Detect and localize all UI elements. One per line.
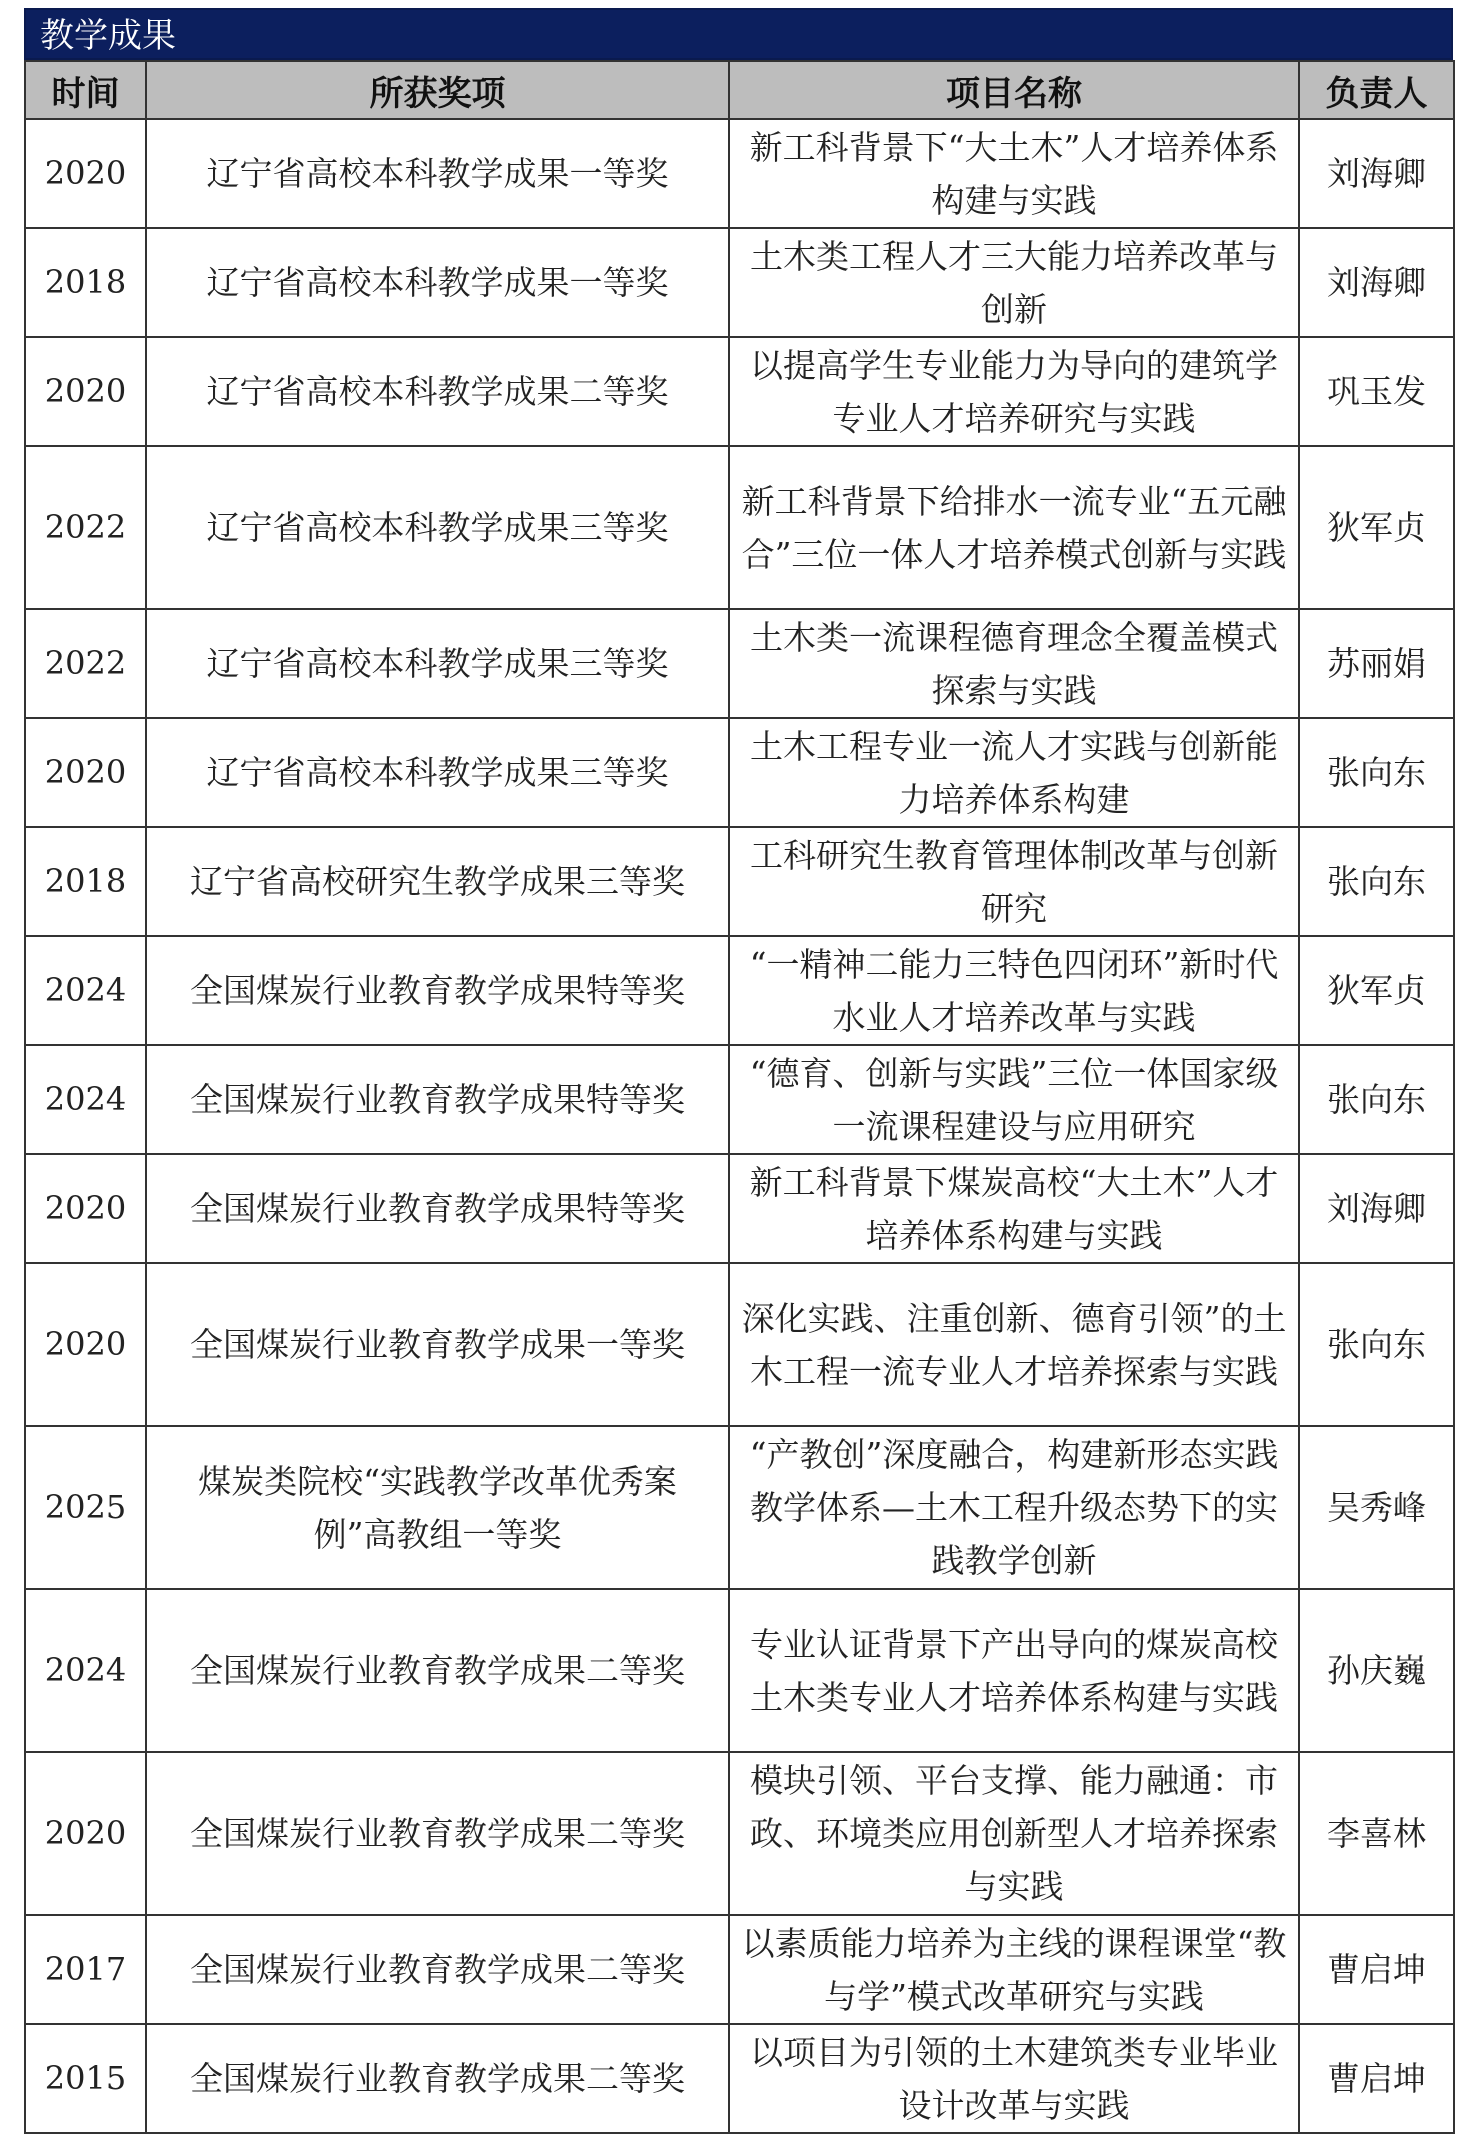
cell-leader: 狄军贞	[1299, 446, 1454, 609]
achievements-table	[24, 60, 1455, 2134]
cell-project: 专业认证背景下产出导向的煤炭高校土木类专业人才培养体系构建与实践	[729, 1589, 1299, 1752]
cell-year: 2022	[25, 446, 146, 609]
cell-leader: 苏丽娟	[1299, 609, 1454, 718]
table-row	[25, 1045, 1454, 1154]
table-row	[25, 827, 1454, 936]
cell-award: 全国煤炭行业教育教学成果二等奖	[146, 1915, 729, 2024]
table-row	[25, 1426, 1454, 1589]
cell-award: 全国煤炭行业教育教学成果二等奖	[146, 1752, 729, 1915]
header-award: 所获奖项	[146, 61, 729, 119]
cell-leader: 张向东	[1299, 1045, 1454, 1154]
header-leader: 负责人	[1299, 61, 1454, 119]
cell-award: 辽宁省高校本科教学成果二等奖	[146, 337, 729, 446]
cell-award: 辽宁省高校本科教学成果三等奖	[146, 446, 729, 609]
cell-award: 全国煤炭行业教育教学成果二等奖	[146, 1589, 729, 1752]
cell-year: 2020	[25, 1154, 146, 1263]
cell-project: 土木工程专业一流人才实践与创新能力培养体系构建	[729, 718, 1299, 827]
table-row	[25, 609, 1454, 718]
cell-year: 2024	[25, 936, 146, 1045]
table-row	[25, 1154, 1454, 1263]
table-row	[25, 446, 1454, 609]
cell-project: 土木类一流课程德育理念全覆盖模式探索与实践	[729, 609, 1299, 718]
cell-leader: 曹启坤	[1299, 1915, 1454, 2024]
header-year: 时间	[25, 61, 146, 119]
cell-year: 2018	[25, 827, 146, 936]
cell-award: 辽宁省高校研究生教学成果三等奖	[146, 827, 729, 936]
cell-leader: 巩玉发	[1299, 337, 1454, 446]
cell-year: 2020	[25, 119, 146, 228]
cell-leader: 吴秀峰	[1299, 1426, 1454, 1589]
cell-leader: 刘海卿	[1299, 228, 1454, 337]
cell-leader: 张向东	[1299, 1263, 1454, 1426]
cell-year: 2017	[25, 1915, 146, 2024]
table-row	[25, 228, 1454, 337]
cell-leader: 张向东	[1299, 718, 1454, 827]
cell-year: 2015	[25, 2024, 146, 2133]
cell-year: 2018	[25, 228, 146, 337]
table-header-row	[25, 61, 1454, 119]
table-row	[25, 2024, 1454, 2133]
cell-leader: 狄军贞	[1299, 936, 1454, 1045]
cell-project: 以素质能力培养为主线的课程课堂“教与学”模式改革研究与实践	[729, 1915, 1299, 2024]
cell-award: 辽宁省高校本科教学成果三等奖	[146, 609, 729, 718]
cell-project: 新工科背景下“大土木”人才培养体系构建与实践	[729, 119, 1299, 228]
header-project: 项目名称	[729, 61, 1299, 119]
cell-leader: 曹启坤	[1299, 2024, 1454, 2133]
cell-award: 全国煤炭行业教育教学成果特等奖	[146, 936, 729, 1045]
cell-project: 土木类工程人才三大能力培养改革与创新	[729, 228, 1299, 337]
cell-project: 以提高学生专业能力为导向的建筑学专业人才培养研究与实践	[729, 337, 1299, 446]
cell-leader: 刘海卿	[1299, 1154, 1454, 1263]
cell-project: “一精神二能力三特色四闭环”新时代水业人才培养改革与实践	[729, 936, 1299, 1045]
cell-award: 煤炭类院校“实践教学改革优秀案例”高教组一等奖	[146, 1426, 729, 1589]
cell-year: 2020	[25, 1263, 146, 1426]
cell-leader: 刘海卿	[1299, 119, 1454, 228]
cell-award: 全国煤炭行业教育教学成果一等奖	[146, 1263, 729, 1426]
cell-award: 辽宁省高校本科教学成果一等奖	[146, 119, 729, 228]
section-title: 教学成果	[24, 8, 1453, 60]
cell-award: 辽宁省高校本科教学成果一等奖	[146, 228, 729, 337]
cell-year: 2020	[25, 1752, 146, 1915]
cell-leader: 李喜林	[1299, 1752, 1454, 1915]
cell-year: 2024	[25, 1045, 146, 1154]
cell-award: 全国煤炭行业教育教学成果特等奖	[146, 1045, 729, 1154]
table-row	[25, 718, 1454, 827]
cell-year: 2024	[25, 1589, 146, 1752]
table-row	[25, 1915, 1454, 2024]
cell-leader: 张向东	[1299, 827, 1454, 936]
cell-year: 2022	[25, 609, 146, 718]
cell-project: 以项目为引领的土木建筑类专业毕业设计改革与实践	[729, 2024, 1299, 2133]
cell-project: 工科研究生教育管理体制改革与创新研究	[729, 827, 1299, 936]
cell-project: 新工科背景下煤炭高校“大土木”人才培养体系构建与实践	[729, 1154, 1299, 1263]
table-row	[25, 1263, 1454, 1426]
cell-year: 2020	[25, 718, 146, 827]
teaching-achievements-sheet	[24, 8, 1453, 2134]
cell-project: 深化实践、注重创新、德育引领”的土木工程一流专业人才培养探索与实践	[729, 1263, 1299, 1426]
table-row	[25, 1589, 1454, 1752]
cell-project: 新工科背景下给排水一流专业“五元融合”三位一体人才培养模式创新与实践	[729, 446, 1299, 609]
cell-award: 辽宁省高校本科教学成果三等奖	[146, 718, 729, 827]
cell-project: 模块引领、平台支撑、能力融通：市政、环境类应用创新型人才培养探索与实践	[729, 1752, 1299, 1915]
cell-leader: 孙庆巍	[1299, 1589, 1454, 1752]
cell-year: 2020	[25, 337, 146, 446]
cell-project: “产教创”深度融合，构建新形态实践教学体系—土木工程升级态势下的实践教学创新	[729, 1426, 1299, 1589]
cell-award: 全国煤炭行业教育教学成果二等奖	[146, 2024, 729, 2133]
table-row	[25, 337, 1454, 446]
table-row	[25, 1752, 1454, 1915]
cell-project: “德育、创新与实践”三位一体国家级一流课程建设与应用研究	[729, 1045, 1299, 1154]
cell-year: 2025	[25, 1426, 146, 1589]
table-row	[25, 936, 1454, 1045]
cell-award: 全国煤炭行业教育教学成果特等奖	[146, 1154, 729, 1263]
table-row	[25, 119, 1454, 228]
